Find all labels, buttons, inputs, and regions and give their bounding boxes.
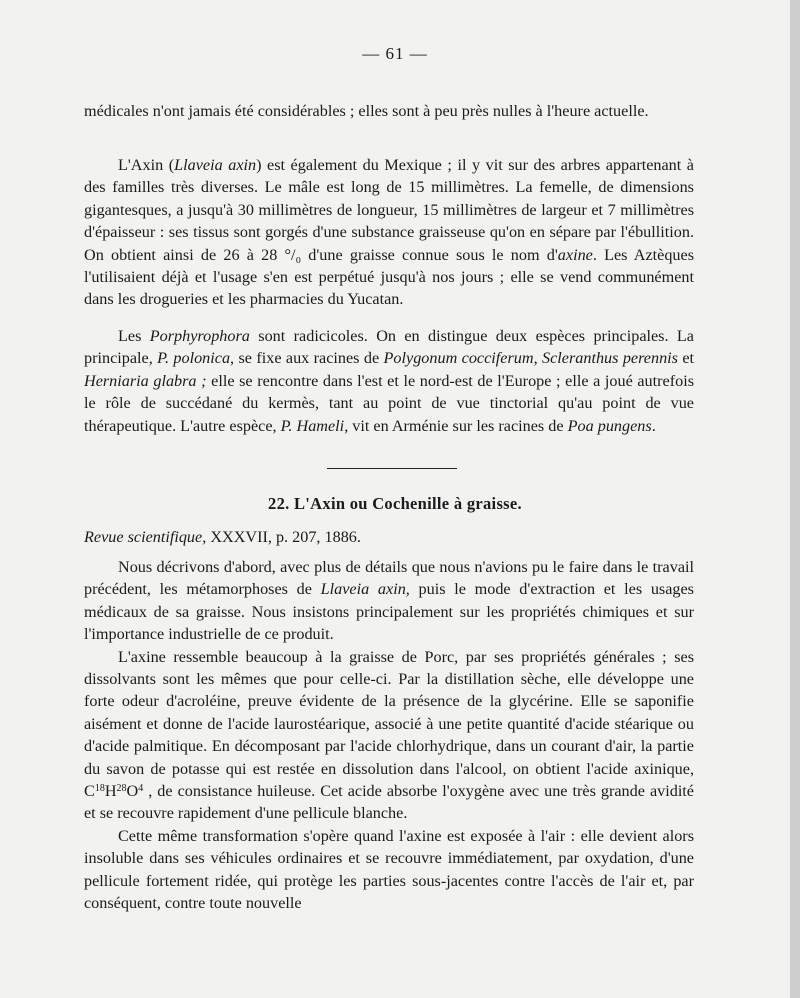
text-run: L'axine ressemble beaucoup à la graisse de Porc, par ses propriétés générales ; ses dissolvants sont les mêmes que pour celle-ci. Par la distillation sèche, elle développe une forte odeur d'acroléine, preuve évidente de la présence de la glycérine. Elle se saponifie aisément et donne de l'acide laurostéarique, associé à une petite quantité d'acide stéarique ou d'acide palmitique. En décomposant par l'acide chlorhydrique, dans un courant d'air, la partie du savon de potasse qui est restée en dissolution dans l'alcool, on obtient l'acide axinique, C	[84, 647, 694, 801]
journal-title: Revue scientifique	[84, 528, 203, 546]
paragraph-chemistry	[84, 646, 694, 825]
paragraph-description	[84, 556, 694, 646]
text-run: Les	[118, 327, 150, 345]
species-name: Polygonum cocciferum	[383, 349, 534, 368]
reference-details: , XXXVII, p. 207, 1886.	[202, 528, 361, 546]
page-number: — 61 —	[362, 44, 428, 63]
paragraph-axin	[84, 154, 694, 311]
text-run: , se fixe aux racines de	[230, 349, 384, 368]
paragraph-continuation	[84, 100, 694, 122]
paragraph-text: médicales n'ont jamais été considérables ; elles sont à peu près nulles à l'heure actuelle.	[84, 102, 649, 120]
formula-index: 18	[94, 783, 105, 795]
section-divider	[327, 468, 457, 469]
text-run: H	[104, 782, 117, 801]
text-run: , puis le mode d'extraction et les usages médicaux de sa graisse. Nous insistons principalement sur les propriétés chimiques et sur l'importance industrielle de ce produit.	[84, 580, 694, 644]
text-run: , vit en Arménie sur les racines de	[344, 416, 568, 435]
text-run: ,	[533, 349, 542, 368]
section-heading: 22. L'Axin ou Cochenille à graisse.	[268, 494, 522, 513]
species-name: Poa pungens	[567, 416, 652, 435]
text-run: . Les Aztèques l'utilisaient déjà et l'usage s'en est perpétué jusqu'à nos jours ; elle se vend communément dans les drogueries et les pharmacies du Yucatan.	[84, 245, 694, 309]
text-run: , de consistance huileuse. Cet acide absorbe l'oxygène avec une très grande avidité et se recouvre rapidement d'une pellicule blanche.	[84, 782, 694, 823]
species-name: Llaveia axin	[320, 580, 406, 599]
section-body	[84, 556, 694, 915]
text-run: Nous décrivons d'abord, avec plus de détails que nous n'avions pu le faire dans le travail précédent, les métamorphoses de	[84, 558, 694, 599]
text-run: elle se rencontre dans l'est et le nord-est de l'Europe ; elle a joué autrefois le rôle de succédané du kermès, tant au point de vue tinctorial qu'au point de vue thérapeutique. L'autre espèce,	[84, 371, 695, 435]
text-run: .	[651, 416, 656, 435]
text-run: O	[126, 782, 139, 801]
text-run: sont radicicoles. On en distingue deux espèces principales. La principale,	[84, 327, 694, 368]
species-name: Scleranthus perennis	[542, 349, 678, 368]
species-name: P. Hameli	[280, 416, 345, 435]
paragraph-porphyrophora	[84, 325, 694, 437]
text-run: ) est également du Mexique ; il y vit sur des arbres appartenant à des familles très diverses. Le mâle est long de 15 millimètres. La femelle, de dimensions gigantesques, a jusqu'à 30 millimètres de longueur, 15 millimètres de largeur et 7 millimètres d'épaisseur : ses tissus sont gorgés d'une substance graisseuse qu'on en sépare par l'ébullition. On obtient ainsi de 26 à 28 °/₀ d'une graisse connue sous le nom d'	[84, 156, 694, 264]
species-name: P. polonica	[157, 349, 231, 368]
genus-name: Porphyrophora	[149, 327, 250, 345]
formula-index: 28	[116, 783, 127, 795]
text-run: et	[677, 349, 695, 368]
text-run: L'Axin (	[118, 156, 175, 174]
bibliographic-reference	[84, 526, 704, 548]
paragraph-oxidation: Cette même transformation s'opère quand l'axine est exposée à l'air : elle devient alors insoluble dans ses véhicules ordinaires et se recouvre immédiatement, par oxydation, d'une pellicule fortement ridée, qui protège les parties sous-jacentes contre l'accès de l'air et, par conséquent, contre toute nouvelle	[84, 826, 694, 913]
species-name: Herniaria glabra ;	[84, 371, 207, 390]
formula-index: 4	[138, 783, 144, 795]
species-name: Llaveia axin	[174, 156, 257, 174]
term-italic: axine	[557, 245, 593, 264]
